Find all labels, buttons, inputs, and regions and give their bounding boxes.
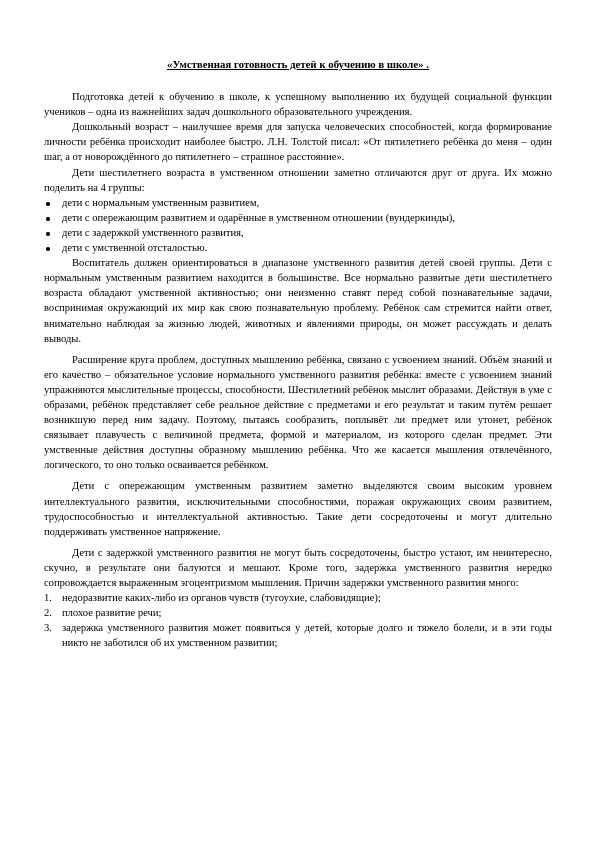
list-item: 2. плохое развитие речи; [44,608,162,620]
list-item: 1. недоразвитие каких-либо из органов чувств (тугоухие, слабовидящие); [44,593,381,605]
list-item: дети с задержкой умственного развития, [62,227,244,239]
paragraph-intro: Подготовка детей к обучению в школе, к успешному выполнению их будущей социальной функции учеников – одна из важнейших задач дошкольного образовательного учреждения. [44,92,552,119]
list-item: дети с опережающим развитием и одарённые в умственном отношении (вундеркинды), [62,212,456,224]
causes-list [44,591,552,651]
paragraph-knowledge: Расширение круга проблем, доступных мышлению ребёнка, связано с усвоением знаний. Объём знаний и его качество – обязательное условие нормального умственного развития ребёнка: вместе с усвоением знаний упражняются мыслительные процессы, способности. Шестилетний ребёнок мыслит образами. Действуя в уме с образами, ребёнок представляет себе реальное действие с предметами и его результат и таким путём решает возникшую перед ним задачу. Поэтому, пытаясь сообразить, поплывёт ли предмет или утонет, ребёнок связывает плавучесть с величиной предмета, формой и материалом, из которого сделан предмет. Эти умственные действия доступны образному мышлению ребёнка. Что же касается мышления отвлечённого, логического, то оно только осваивается ребёнком. [44,354,552,472]
document-page [44,58,552,651]
paragraph-delayed: Дети с задержкой умственного развития не могут быть сосредоточены, быстро устают, им неинтересно, скучно, в результате они балуются и мешают. Кроме того, задержка умственного развития нередко сопровождается выраженным эгоцентризмом мышления. Причин задержки умственного развития много: [44,547,552,589]
list-item: дети с умственной отсталостью. [62,243,208,255]
list-item: дети с нормальным умственным развитием, [62,197,260,209]
paragraph-teacher: Воспитатель должен ориентироваться в диапазоне умственного развития детей своей группы. Дети с нормальным умственным развитием находится в большинстве. Все нормально развитые дети шестилетнего возраста обладают умственной активностью; они неизменно ставят перед собой познавательные задачи, воспринимая окружающий их мир как свою познавательную проблему. Ребёнок сам стремится найти ответ, внимательно наблюдая за жизнью людей, животных и явлениями природы, он может рассуждать и делать выводы. [44,258,552,345]
list-item: 3. задержка умственного развития может появиться у детей, которые долго и тяжело болели, и в эти годы никто не заботился об их умственном развитии; [44,623,552,650]
document-title: «Умственная готовность детей к обучению в школе» . [167,59,429,71]
paragraph-groups-intro: Дети шестилетнего возраста в умственном отношении заметно отличаются друг от друга. Их можно поделить на 4 группы: [44,167,552,194]
paragraph-preschool-age: Дошкольный возраст – наилучшее время для запуска человеческих способностей, когда формирование личности ребёнка происходит наиболее быстро. Л.Н. Толстой писал: «От пятилетнего ребёнка до меня – один шаг, а от новорождённого до пятилетнего – страшное расстояние». [44,122,552,164]
paragraph-advanced: Дети с опережающим умственным развитием заметно выделяются своим высоким уровнем интеллектуального развития, исключительными способностями, поражая окружающих своим развитием, трудоспособностью и интеллектуальной активностью. Такие дети сосредоточены и могут длительно поддерживать умственное напряжение. [44,481,552,538]
groups-list [44,196,552,256]
